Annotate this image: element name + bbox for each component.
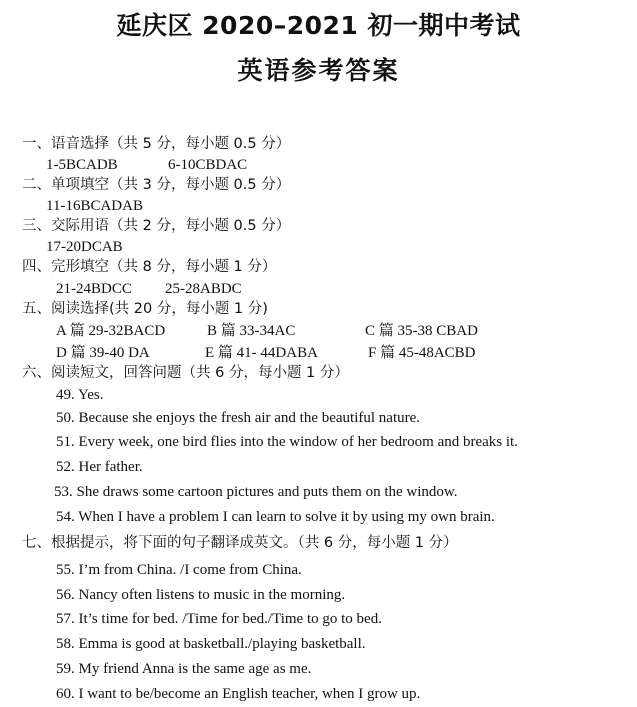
answer-11-16: 11-16BCADAB: [46, 198, 143, 214]
section-heading-5: 五、阅读选择(共 20 分，每小题 1 分): [22, 301, 268, 317]
reading-passage-d: D 篇 39-40 DA: [56, 345, 150, 361]
reading-passage-f: F 篇 45-48ACBD: [368, 345, 476, 361]
answer-item: 57. It’s time for bed. /Time for bed./Time to go to bed.: [56, 611, 382, 627]
answer-item: 60. I want to be/become an English teacher, when I grow up.: [56, 686, 421, 702]
reading-passage-b: B 篇 33-34AC: [207, 323, 296, 339]
answer-item: 50. Because she enjoys the fresh air and the beautiful nature.: [56, 410, 421, 426]
section-heading-7: 七、根据提示，将下面的句子翻译成英文。（共 6 分，每小题 1 分）: [22, 535, 458, 551]
answer-item: 54. When I have a problem I can learn to solve it by using my own brain.: [56, 509, 495, 525]
section-heading-4: 四、完形填空（共 8 分，每小题 1 分）: [22, 259, 277, 275]
answer-item: 53. She draws some cartoon pictures and puts them on the window.: [54, 484, 458, 500]
reading-passage-a: A 篇 29-32BACD: [56, 323, 166, 339]
answer-25-28: 25-28ABDC: [165, 281, 242, 297]
document-subtitle: 英语参考答案: [237, 56, 400, 85]
section-heading-3: 三、交际用语（共 2 分，每小题 0.5 分）: [22, 218, 291, 234]
answer-1-5: 1-5BCADB: [46, 157, 118, 173]
answer-item: 56. Nancy often listens to music in the morning.: [56, 587, 346, 603]
section-heading-1: 一、语音选择（共 5 分，每小题 0.5 分）: [22, 136, 291, 152]
reading-passage-e: E 篇 41- 44DABA: [205, 345, 318, 361]
answer-item: 49. Yes.: [56, 387, 104, 403]
answer-item: 51. Every week, one bird flies into the window of her bedroom and breaks it.: [56, 434, 518, 450]
reading-passage-c: C 篇 35-38 CBAD: [365, 323, 478, 339]
section-heading-6: 六、阅读短文，回答问题（共 6 分，每小题 1 分）: [22, 365, 349, 381]
answer-6-10: 6-10CBDAC: [168, 157, 248, 173]
answer-item: 59. My friend Anna is the same age as me.: [56, 661, 312, 677]
answer-17-20: 17-20DCAB: [46, 239, 123, 255]
section-heading-2: 二、单项填空（共 3 分，每小题 0.5 分）: [22, 177, 291, 193]
answer-21-24: 21-24BDCC: [56, 281, 132, 297]
document-title: 延庆区 2020–2021 初一期中考试: [116, 11, 521, 40]
answer-item: 58. Emma is good at basketball./playing basketball.: [56, 636, 366, 652]
answer-item: 52. Her father.: [56, 459, 143, 475]
answer-item: 55. I’m from China. /I come from China.: [56, 562, 302, 578]
